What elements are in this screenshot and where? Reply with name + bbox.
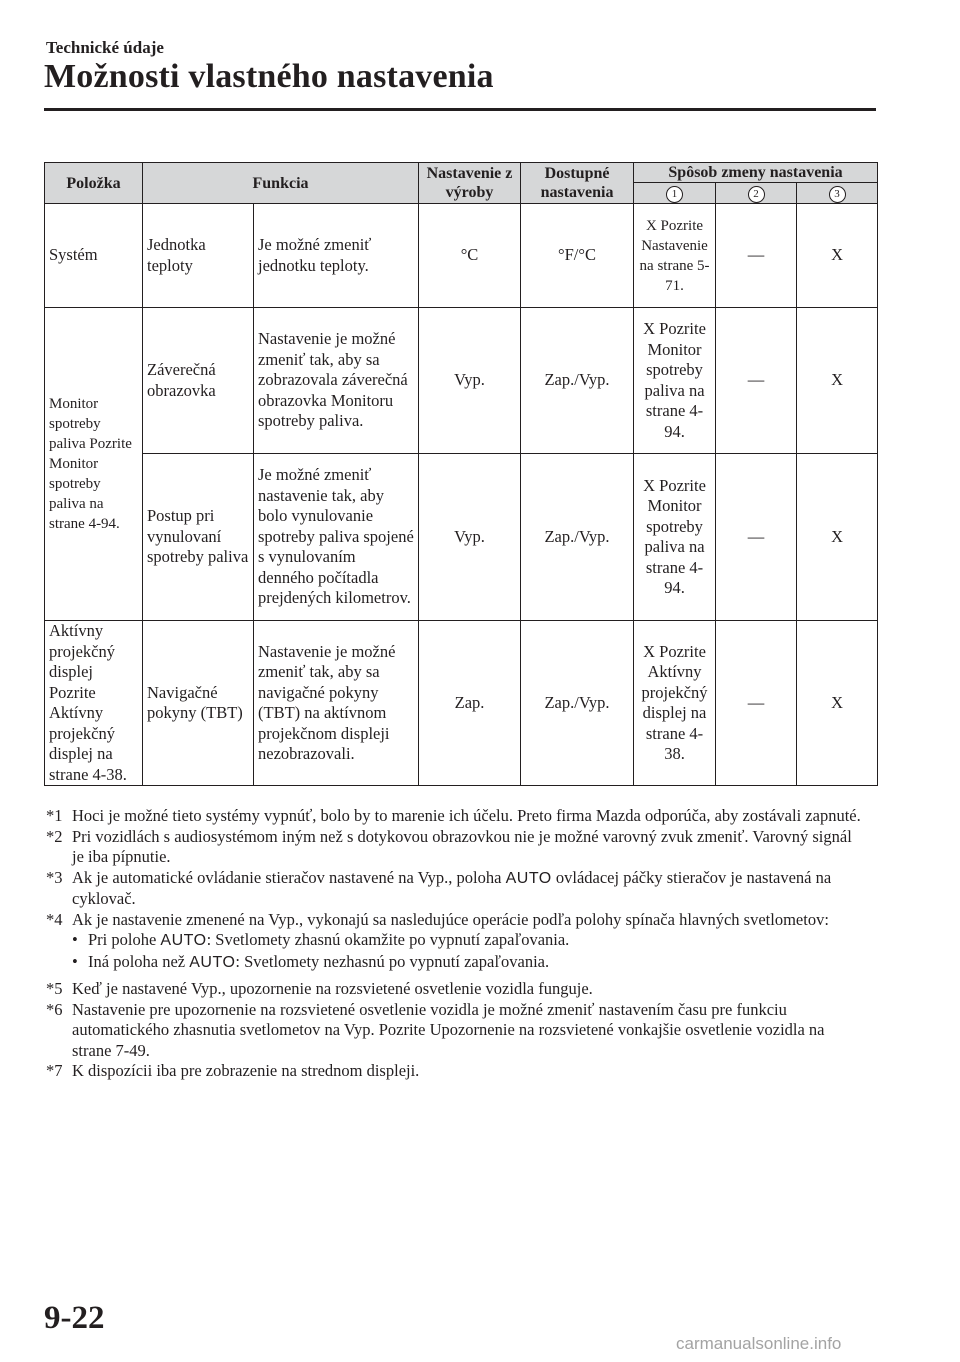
cell-function: Záverečná obrazovka: [143, 308, 254, 454]
cell-description: Je možné zmeniť nastavenie tak, aby bolo vynulovanie spotreby paliva spojené s vynulovaním denného počítadla prejdených kilometrov.: [254, 454, 419, 621]
cell-available: Zap./Vyp.: [521, 308, 634, 454]
cell-factory: Zap.: [419, 621, 521, 786]
footnote-text: Pri vozidlách s audiosystémom iným než s dotykovou obrazovkou nie je možné varovný zvuk zmeniť. Varovný signál je iba pípnutie.: [72, 826, 852, 866]
footnote-4: [46, 910, 866, 931]
table-row: [45, 204, 878, 308]
cell-factory: Vyp.: [419, 308, 521, 454]
bullet-text-part: Pri polohe: [88, 930, 157, 949]
cell-method-3: X: [797, 454, 878, 621]
header-available: Dostupné nastavenia: [521, 163, 634, 204]
cell-method-3: X: [797, 308, 878, 454]
cell-function: Navigačné pokyny (TBT): [143, 621, 254, 786]
cell-factory: °C: [419, 204, 521, 308]
cell-description: Nastavenie je možné zmeniť tak, aby sa zobrazovala záverečná obrazovka Monitoru spotreby paliva.: [254, 308, 419, 454]
footnote-4-bullet-1: [46, 930, 866, 952]
footnote-mark: *6: [46, 999, 63, 1019]
bullet-text-part: : Svetlomety zhasnú okamžite po vypnutí zapaľovania.: [206, 930, 570, 949]
footnote-text: Ak je nastavenie zmenené na Vyp., vykonajú sa nasledujúce operácie podľa polohy spínača hlavných svetlometov:: [72, 909, 829, 929]
page-number: 9-22: [44, 1300, 105, 1336]
cell-function: Jednotka teploty: [143, 204, 254, 308]
cell-item: Aktívny projekčný displej Pozrite Aktívny projekčný displej na strane 4-38.: [45, 621, 143, 786]
footnote-mark: *5: [46, 979, 63, 998]
footnote-mark: *4: [46, 909, 63, 929]
footnote-4-bullet-2: [46, 952, 866, 974]
title-rule: [44, 108, 876, 111]
footnote-7: [46, 1061, 866, 1082]
footnote-mark: *7: [46, 1061, 63, 1080]
header-method-1: [634, 183, 716, 204]
cell-available: Zap./Vyp.: [521, 454, 634, 621]
cell-method-3: X: [797, 621, 878, 786]
bullet-text: [88, 952, 549, 974]
cell-method-1: X Pozrite Nastavenie na strane 5-71.: [634, 204, 716, 308]
footnote-text-part: ovládacej páčky stieračov je nastavená na cyklovač.: [72, 867, 832, 908]
cell-function: Postup pri vynulovaní spotreby paliva: [143, 454, 254, 621]
header-factory: Nastavenie z výroby: [419, 163, 521, 204]
cell-factory: Vyp.: [419, 454, 521, 621]
footnote-text: Hoci je možné tieto systémy vypnúť, bolo by to marenie ich účelu. Preto firma Mazda odporúča, aby zostávali zapnuté.: [72, 806, 861, 825]
cell-method-1: X Pozrite Monitor spotreby paliva na strane 4-94.: [634, 454, 716, 621]
bullet-text-part: : Svetlomety nezhasnú po vypnutí zapaľovania.: [235, 951, 550, 971]
footnote-mark: *2: [46, 826, 63, 846]
footnote-text: [72, 868, 866, 910]
cell-method-1: X Pozrite Monitor spotreby paliva na strane 4-94.: [634, 308, 716, 454]
bullet-text-part: Iná poloha než: [88, 951, 186, 971]
header-function: Funkcia: [143, 163, 419, 204]
footnote-mark: *3: [46, 867, 63, 887]
circled-number-2: 2: [748, 186, 765, 203]
header-method-3: [797, 183, 878, 204]
footnote-text-part: Ak je automatické ovládanie stieračov nastavené na Vyp., poloha: [72, 867, 502, 887]
cell-method-2: —: [716, 204, 797, 308]
table-row: [45, 621, 878, 786]
table-row: [45, 454, 878, 621]
cell-method-1: X Pozrite Aktívny projekčný displej na strane 4-38.: [634, 621, 716, 786]
table-row: [45, 308, 878, 454]
section-label: Technické údaje: [46, 38, 164, 57]
footnote-5: [46, 979, 866, 1000]
cell-method-2: —: [716, 454, 797, 621]
cell-item: Monitor spotreby paliva Pozrite Monitor spotreby paliva na strane 4-94.: [45, 308, 143, 621]
cell-method-2: —: [716, 308, 797, 454]
cell-method-3: X: [797, 204, 878, 308]
circled-number-3: 3: [829, 186, 846, 203]
page-title: Možnosti vlastného nastavenia: [44, 58, 494, 95]
circled-number-1: 1: [666, 186, 683, 203]
footnote-1: [46, 806, 866, 827]
header-row: [45, 163, 878, 183]
bullet-mark: •: [72, 930, 78, 949]
watermark: carmanualsonline.info: [676, 1334, 842, 1353]
footnote-text: Nastavenie pre upozornenie na rozsvietené osvetlenie vozidla je možné zmeniť nastavením času pre funkciu automatického zhasnutia svetlometov na Vyp. Pozrite Upozornenie na rozsvietené vonkajšie osvetlenie vozidla na strane 7-49.: [72, 999, 825, 1060]
footnote-2: [46, 827, 866, 868]
footnote-3: [46, 868, 866, 910]
header-method: Spôsob zmeny nastavenia: [634, 163, 878, 183]
cell-description: Nastavenie je možné zmeniť tak, aby sa navigačné pokyny (TBT) na aktívnom projekčnom displeji nezobrazovali.: [254, 621, 419, 786]
footnote-text: Keď je nastavené Vyp., upozornenie na rozsvietené osvetlenie vozidla funguje.: [72, 979, 593, 998]
header-item: Položka: [45, 163, 143, 204]
footnote-text: K dispozícii iba pre zobrazenie na strednom displeji.: [72, 1061, 420, 1080]
auto-symbol: AUTO: [505, 869, 552, 887]
bullet-text: [88, 930, 569, 952]
bullet-mark: •: [72, 951, 78, 971]
auto-symbol: AUTO: [160, 932, 207, 949]
settings-table: [44, 162, 878, 786]
cell-description: Je možné zmeniť jednotku teploty.: [254, 204, 419, 308]
footnotes: [46, 806, 866, 1082]
auto-symbol: AUTO: [189, 953, 236, 971]
footnote-mark: *1: [46, 806, 63, 825]
header-method-2: [716, 183, 797, 204]
cell-item: Systém: [45, 204, 143, 308]
cell-method-2: —: [716, 621, 797, 786]
cell-available: °F/°C: [521, 204, 634, 308]
cell-available: Zap./Vyp.: [521, 621, 634, 786]
footnote-6: [46, 1000, 866, 1062]
